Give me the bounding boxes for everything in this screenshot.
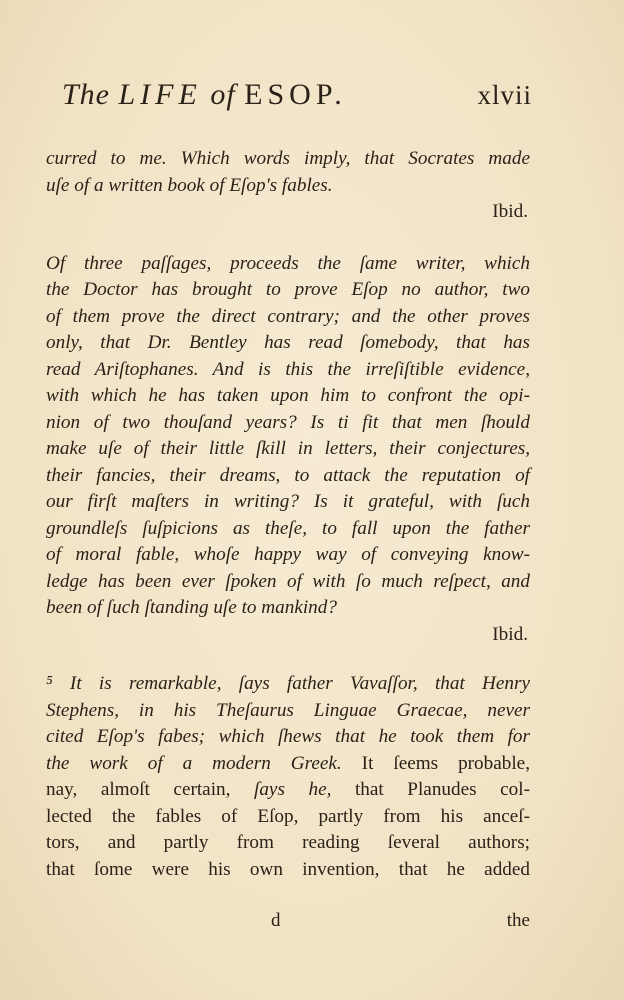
text-line: tors, and partly from reading ſeveral authors; <box>46 832 530 853</box>
text-span: nay, almoſt certain, <box>46 779 254 800</box>
text-line: with which he has taken upon him to confront the opi- <box>46 385 530 406</box>
running-header <box>62 78 532 112</box>
text-line: been of ſuch ſtanding uſe to mankind? <box>46 597 337 618</box>
title-esop: ESOP. <box>244 78 347 111</box>
text-line: curred to me. Which words imply, that Socrates made <box>46 148 530 169</box>
text-span: ſays he, <box>254 779 332 800</box>
text-line: cited Eſop's fabes; which ſhews that he took them for <box>46 726 530 747</box>
page-body <box>46 146 530 883</box>
text-line: Stephens, in his Theſaurus Linguae Graecae, never <box>46 699 530 721</box>
text-line: ledge has been ever ſpoken of with ſo much reſpect, and <box>46 570 530 592</box>
text-line: ⁵ It is remarkable, ſays father Vavaſſor, that Henry <box>46 673 530 694</box>
text-line: the Doctor has brought to prove Eſop no author, two <box>46 279 530 300</box>
text-line <box>46 777 530 804</box>
paragraph-2 <box>46 251 530 622</box>
text-line: read Ariſtophanes. And is this the irreſiſtible evidence, <box>46 358 530 380</box>
signature-mark: d <box>271 910 281 931</box>
paragraph-1 <box>46 146 530 199</box>
text-line: nion of two thouſand years? Is ti fit that men ſhould <box>46 411 530 433</box>
citation-ibid: Ibid. <box>492 623 528 645</box>
text-line: lected the fables of Eſop, partly from his anceſ- <box>46 805 530 827</box>
running-title <box>62 78 347 112</box>
text-line: Of three paſſages, proceeds the ſame writer, which <box>46 252 530 274</box>
citation-ibid: Ibid. <box>492 201 528 222</box>
title-of: of <box>210 78 236 111</box>
paragraph-3 <box>46 671 530 883</box>
catchword: the <box>506 910 530 931</box>
text-line: make uſe of their little ſkill in letters, their conjectures, <box>46 438 530 459</box>
text-line: only, that Dr. Bentley has read ſomebody, that has <box>46 332 530 353</box>
text-span: It ſeems probable, <box>341 752 530 774</box>
text-line: uſe of a written book of Eſop's fables. <box>46 174 333 196</box>
text-line: groundleſs ſuſpicions as theſe, to fall upon the father <box>46 517 530 539</box>
text-span: the work of a modern Greek. <box>46 752 342 774</box>
title-the: The <box>62 78 110 111</box>
text-span: that Planudes col- <box>331 779 530 800</box>
text-line: of them prove the direct contrary; and the other proves <box>46 305 530 327</box>
page-number: xlvii <box>477 80 532 110</box>
text-line: that ſome were his own invention, that he added <box>46 858 530 880</box>
text-line: of moral fable, whoſe happy way of conveying know- <box>46 544 530 565</box>
text-line <box>46 751 530 778</box>
text-line: our firſt maſters in writing? Is it grateful, with ſuch <box>46 491 530 512</box>
text-line: their fancies, their dreams, to attack the reputation of <box>46 464 530 486</box>
title-life: LIFE <box>118 78 202 111</box>
